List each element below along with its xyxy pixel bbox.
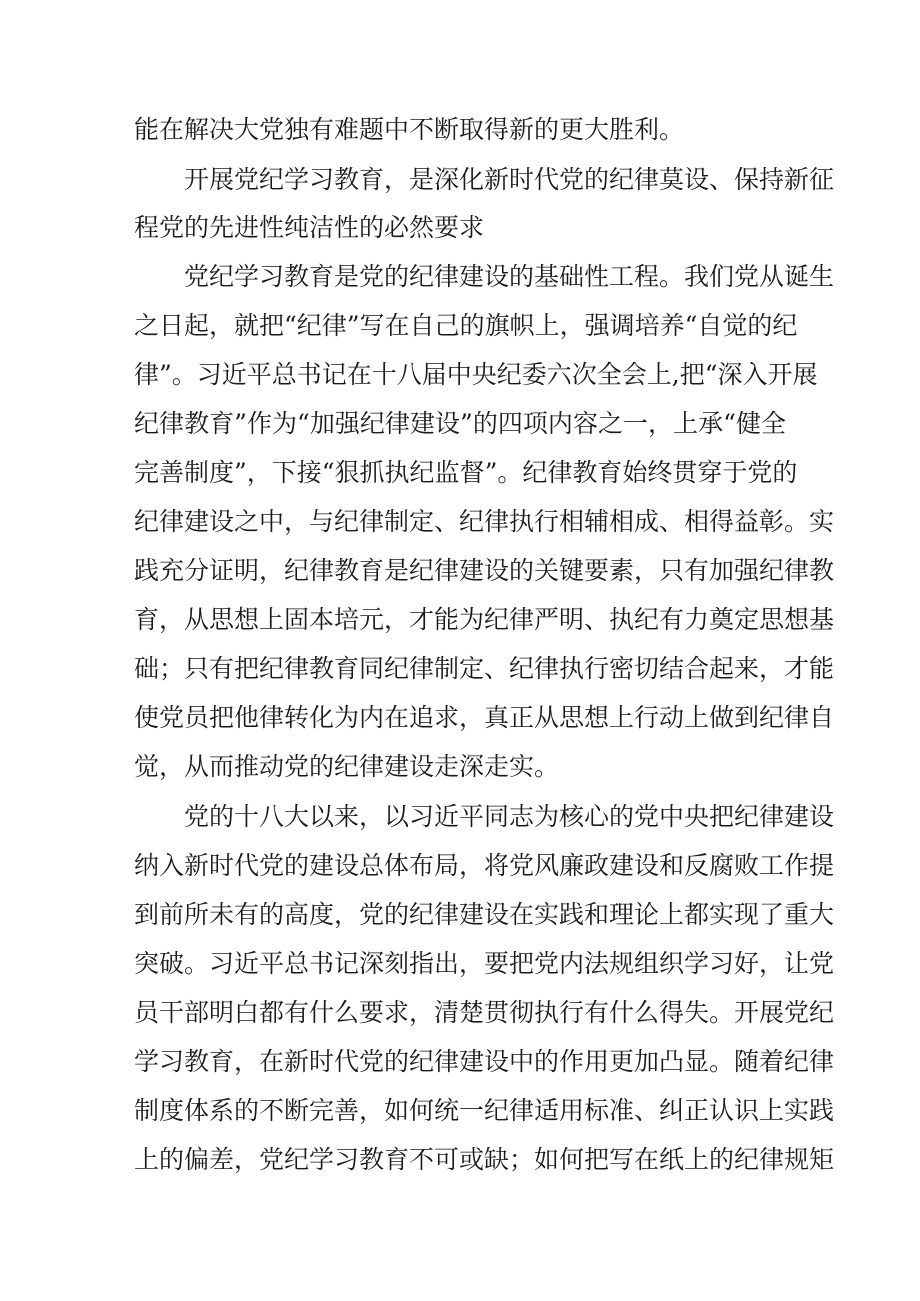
section-heading-line: 开展党纪学习教育，是深化新时代党的纪律莫设、保持新征: [184, 165, 835, 194]
paragraph-line: 上的偏差，党纪学习教育不可或缺；如何把写在纸上的纪律规矩: [134, 1145, 835, 1174]
paragraph-line: 党的十八大以来，以习近平同志为核心的党中央把纪律建设: [184, 802, 835, 831]
paragraph-line: 育，从思想上固本培元，才能为纪律严明、执纪有力奠定思想基: [134, 605, 835, 634]
paragraph-line: 能在解决大党独有难题中不断取得新的更大胜利。: [134, 115, 685, 144]
paragraph-line: 使党员把他律转化为内在追求，真正从思想上行动上做到纪律自: [134, 703, 835, 732]
paragraph-line: 学习教育，在新时代党的纪律建设中的作用更加凸显。随着纪律: [134, 1047, 835, 1076]
paragraph-line: 完善制度”，下接“狠抓执纪监督”。纪律教育始终贯穿于党的: [134, 458, 798, 487]
paragraph-line: 础；只有把纪律教育同纪律制定、纪律执行密切结合起来，才能: [134, 654, 835, 683]
paragraph-line: 践充分证明，纪律教育是纪律建设的关键要素，只有加强纪律教: [134, 556, 835, 585]
paragraph-line: 律”。习近平总书记在十八届中央纪委六次全会上,把“深入开展: [134, 360, 818, 389]
paragraph-line: 党纪学习教育是党的纪律建设的基础性工程。我们党从诞生: [184, 262, 835, 291]
paragraph-line: 觉，从而推动党的纪律建设走深走实。: [134, 752, 560, 781]
paragraph-line: 到前所未有的高度，党的纪律建设在实践和理论上都实现了重大: [134, 900, 835, 929]
paragraph-line: 纳入新时代党的建设总体布局，将党风廉政建设和反腐败工作提: [134, 851, 835, 880]
section-heading-line: 程党的先进性纯洁性的必然要求: [134, 213, 485, 242]
paragraph-line: 突破。习近平总书记深刻指出，要把党内法规组织学习好，让党: [134, 949, 835, 978]
paragraph-line: 制度体系的不断完善，如何统一纪律适用标准、纠正认识上实践: [134, 1096, 835, 1125]
paragraph-line: 之日起，就把“纪律”写在自己的旗帜上，强调培养“自觉的纪: [134, 311, 798, 340]
paragraph-line: 纪律教育”作为“加强纪律建设”的四项内容之一，上承“健全: [134, 409, 786, 438]
paragraph-line: 纪律建设之中，与纪律制定、纪律执行相辅相成、相得益彰。实: [134, 507, 835, 536]
paragraph-line: 员干部明白都有什么要求，清楚贯彻执行有什么得失。开展党纪: [134, 998, 835, 1027]
